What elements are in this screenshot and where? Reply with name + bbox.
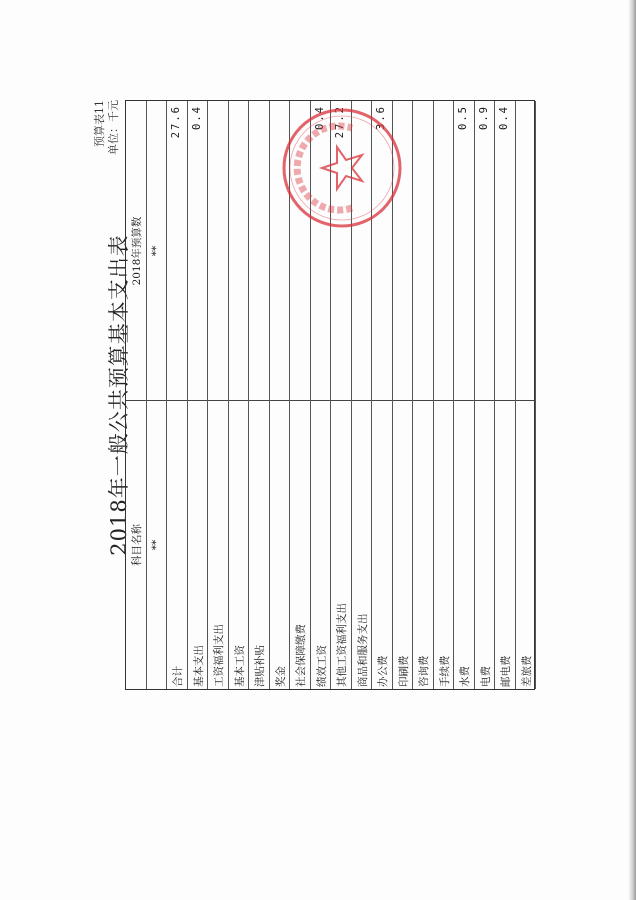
row-name-cell: 基本支出 — [192, 645, 205, 687]
header-row-labels — [126, 101, 147, 689]
row-value-cell: 0.9 — [477, 105, 490, 130]
table-row — [516, 101, 537, 689]
header-name-col: 科目名称 — [131, 524, 143, 566]
table-row — [249, 101, 270, 689]
row-name-cell: 基本工资 — [233, 645, 246, 687]
row-name-cell: 水费 — [459, 666, 471, 687]
row-name-cell: 印刷费 — [397, 655, 410, 687]
table-row — [208, 101, 229, 689]
scan-edge-shadow — [628, 0, 636, 900]
row-value-cell: 0.5 — [457, 105, 469, 130]
row-value-cell: 3.6 — [375, 105, 387, 130]
row-value-cell: 27.2 — [334, 105, 346, 139]
document-title: 2018年一般公共预算基本支出表 — [107, 234, 131, 556]
row-name-cell: 其他工资福利支出 — [336, 603, 348, 687]
row-value-cell: 27.6 — [170, 105, 182, 139]
header-name-mark: ** — [149, 539, 162, 551]
row-name-cell: 电费 — [479, 666, 492, 687]
row-name-cell: 社会保障缴费 — [295, 624, 307, 687]
table-row — [434, 101, 455, 689]
row-name-cell: 津贴补贴 — [254, 645, 266, 687]
table-number: 预算表11 — [93, 100, 106, 147]
table-row — [188, 101, 209, 689]
table-row — [495, 101, 516, 689]
official-seal-stamp — [280, 106, 404, 230]
row-value-cell: 0.4 — [313, 105, 326, 130]
table-row — [454, 101, 475, 689]
header-row-marks — [147, 101, 168, 689]
table-row — [229, 101, 250, 689]
row-name-cell: 合计 — [172, 666, 184, 687]
header-value-mark: ** — [149, 245, 162, 257]
table-row — [167, 101, 188, 689]
row-name-cell: 咨询费 — [418, 655, 430, 687]
row-name-cell: 差旅费 — [520, 655, 533, 687]
row-name-cell: 手续费 — [438, 655, 451, 687]
table-row — [475, 101, 496, 689]
unit-label: 单位：千元 — [107, 100, 120, 155]
row-name-cell: 奖金 — [274, 666, 287, 687]
row-name-cell: 办公费 — [377, 655, 389, 687]
row-value-cell: 0.4 — [498, 105, 510, 130]
row-value-cell: 0.4 — [190, 105, 203, 130]
row-name-cell: 绩效工资 — [315, 645, 328, 687]
header-value-col: 2018年预算数 — [131, 216, 143, 286]
row-name-cell: 邮电费 — [500, 655, 512, 687]
row-name-cell: 商品和服务支出 — [356, 613, 369, 687]
table-row — [413, 101, 434, 689]
row-name-cell: 工资福利支出 — [213, 624, 225, 687]
rotated-document — [85, 100, 535, 690]
